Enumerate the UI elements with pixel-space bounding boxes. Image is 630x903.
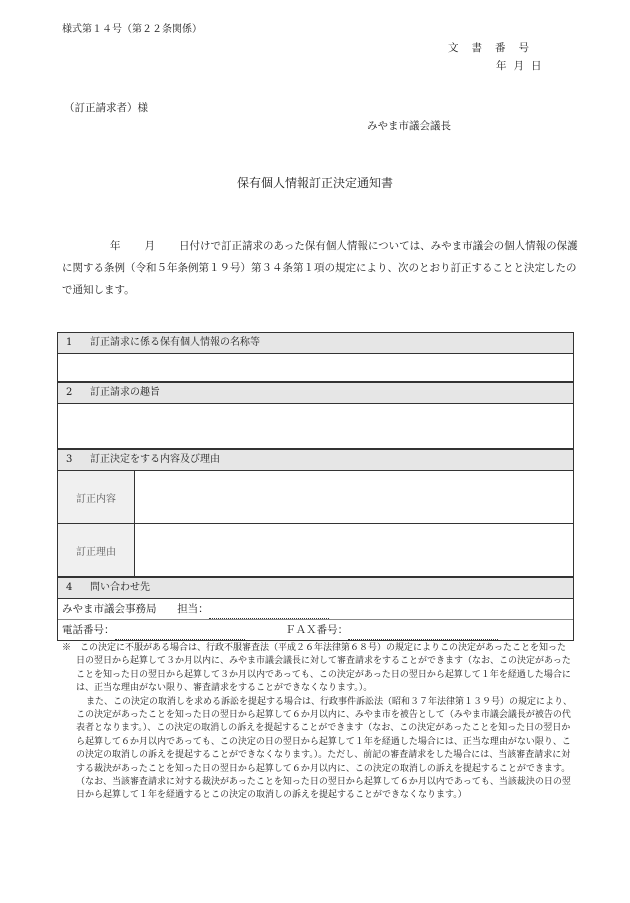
phone-label: 電話番号：: [62, 624, 115, 636]
correction-reason-label: 訂正理由: [58, 524, 135, 576]
note-mark: ※: [62, 643, 72, 653]
phone-field[interactable]: [115, 627, 245, 640]
form-table: [57, 332, 574, 641]
section-2-field[interactable]: [58, 404, 573, 449]
correction-content-label: 訂正内容: [58, 471, 135, 523]
day-label: 月: [144, 240, 155, 252]
contact-office-line: [58, 599, 573, 620]
form-number: 様式第１４号（第２２条関係）: [62, 24, 202, 35]
document-date-label: 年月日: [496, 60, 549, 72]
section-2-header: 2 訂正請求の趣旨: [58, 382, 573, 404]
contact-person-field[interactable]: [209, 606, 329, 619]
section-1-header: 1 訂正請求に係る保有個人情報の名称等: [58, 333, 573, 354]
correction-content-row: [58, 471, 573, 524]
note-paragraph-1: ※ この決定に不服がある場合は、行政不服審査法（平成２６年法律第６８号）の規定によりこの決定があったことを知った日の翌日から起算して３か月以内に、みやま市議会議長に対して審査請求をすることができます（なお、この決定があったことを知った日の翌日から起算して３か月以内であっても、この決定があった日の翌日から起算して１年を経過した場合には、正当な理由がない限り、審査請求をすることができなくなります。）。: [62, 643, 571, 694]
contact-phone-line: [58, 620, 573, 640]
contact-office: みやま市議会事務局: [62, 603, 157, 615]
addressee: （訂正請求者）様: [64, 102, 148, 114]
notice-body: [62, 235, 584, 301]
notice-body-text: 日付けで訂正請求のあった保有個人情報については、みやま市議会の個人情報の保護に関する条例（令和５年条例第１９号）第３４条第１項の規定により、次のとおり訂正することと決定したので通知します。: [62, 240, 578, 296]
fax-label: ＦＡＸ番号：: [285, 624, 349, 636]
appeal-notes: [62, 642, 574, 803]
section-1-field[interactable]: [58, 354, 573, 382]
correction-reason-row: [58, 524, 573, 577]
contact-person-label: 担当：: [177, 603, 209, 615]
document-number-label: 文書番号: [448, 42, 542, 54]
section-3-header: 3 訂正決定をする内容及び理由: [58, 449, 573, 471]
section-4-header: 4 問い合わせ先: [58, 577, 573, 599]
correction-content-field[interactable]: [135, 471, 573, 523]
correction-reason-field[interactable]: [135, 524, 573, 576]
fax-field[interactable]: [348, 627, 498, 640]
note-paragraph-2: また、この決定の取消しを求める訴訟を提起する場合は、行政事件訴訟法（昭和３７年法律第１３９号）の規定により、この決定があったことを知った日の翌日から起算して６か月以内に、みやま市を被告として（みやま市議会議長が被告の代表者となります。）、この決定の取消しの訴えを提起することができます（なお、この決定があったことを知った日の翌日から起算して６か月以内であっても、この決定の日の翌日から起算して１年を経過した場合には、正当な理由がない限り、この決定の取消しの訴えを提起することができなくなります。）。ただし、前記の審査請求をした場合には、当該審査請求に対する裁決があったことを知った日の翌日から起算して６か月以内に、この決定の取消しの訴えを提起することができます。（なお、当該審査請求に対する裁決があったことを知った日の翌日から起算して６か月以内であっても、当該裁決の日の翌日から起算して１年を経過するとこの決定の取消しの訴えを提起することができなくなります。）: [76, 696, 573, 801]
sender: みやま市議会議長: [367, 120, 451, 132]
month-label: 年: [110, 240, 121, 252]
document-title: 保有個人情報訂正決定通知書: [236, 176, 393, 190]
